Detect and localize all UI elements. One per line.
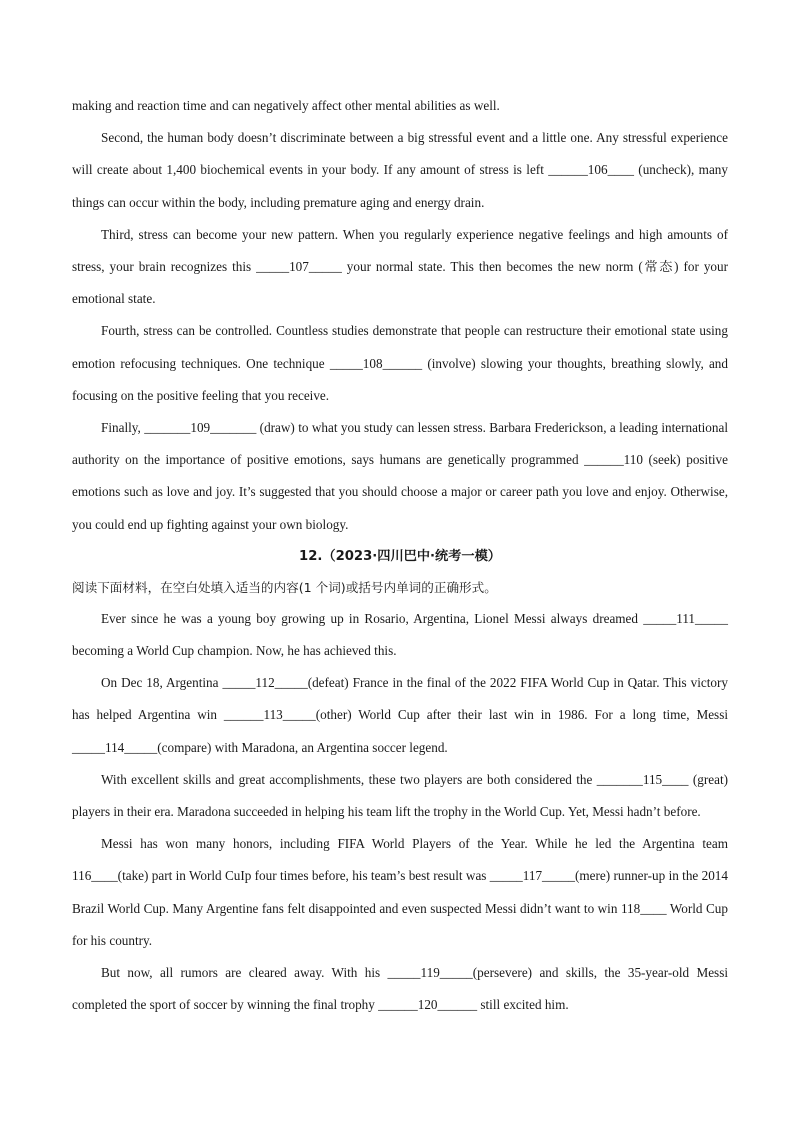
- paragraph-third: Third, stress can become your new pattern. When you regularly experience negative feelings and high amounts of stress, your brain recognizes this _____107_____ your normal state. This then becomes the new norm (常态) for your emotional state.: [72, 226, 728, 307]
- paragraph-great-players: With excellent skills and great accomplishments, these two players are both considered the _______115____ (great) players in their era. Maradona succeeded in helping his team lift the trophy in the World Cup. Yet, Messi hadn’t before.: [72, 771, 728, 820]
- blank-111: _____111_____: [643, 610, 728, 626]
- blank-112: _____112_____: [222, 675, 308, 691]
- blank-119: _____119_____: [387, 965, 473, 981]
- paragraph-final-match: On Dec 18, Argentina _____112_____(defeat) France in the final of the 2022 FIFA World Cup in Qatar. This victory has helped Argentina win ______113_____(other) World Cup after their last win in 1986. For a long time, Messi _____114_____(compare) with Maradona, an Argentina soccer legend.: [72, 675, 728, 755]
- paragraph-second: Second, the human body doesn’t discriminate between a big stressful event and a little one. Any stressful experience will create about 1,400 biochemical events in your body. If any amount of stress is left ______106____ (uncheck), many things can occur within the body, including premature aging and energy drain.: [72, 130, 728, 210]
- blank-106: ______106____: [548, 162, 634, 178]
- paragraph-finally: Finally, _______109_______ (draw) to what you study can lessen stress. Barbara Frederickson, a leading international authority on the importance of positive emotions, says humans are genetically programmed ______110 (seek) positive emotions such as love and joy. It’s suggested that you should choose a major or career path you love and enjoy. Otherwise, you could end up fighting against your own biology.: [72, 420, 729, 532]
- blank-107: _____107_____: [256, 259, 342, 275]
- blank-109: _______109_______: [144, 420, 257, 436]
- instruction-text: 阅读下面材料，在空白处填入适当的内容(1 个词)或括号内单词的正确形式。: [72, 579, 497, 595]
- document-page: [72, 90, 728, 1021]
- paragraph-fourth: Fourth, stress can be controlled. Countless studies demonstrate that people can restructure their emotional state using emotion refocusing techniques. One technique _____108______ (involve) slowing your thoughts, breathing slowly, and focusing on the positive feeling that you receive.: [72, 323, 728, 403]
- blank-118: 118____: [620, 900, 667, 916]
- blank-114: _____114_____: [72, 739, 158, 755]
- blank-120: ______120______: [378, 997, 478, 1013]
- paragraph-honors: Messi has won many honors, including FIFA World Players of the Year. While he led the Argentina team 116____(take) part in World CuIp four times before, his team’s best result was _____117_____(mere) runner-up in the 2014 Brazil World Cup. Many Argentine fans felt disappointed and even suspected Messi didn’t want to win 118____ World Cup for his country.: [72, 836, 728, 948]
- paragraph-rumors: But now, all rumors are cleared away. With his _____119_____(persevere) and skills, the 35-year-old Messi completed the sport of soccer by winning the final trophy ______120______ still excited him.: [72, 965, 728, 1013]
- blank-117: _____117_____: [489, 868, 576, 884]
- question-heading: 12.（2023·四川巴中·统考一模）: [299, 548, 501, 564]
- blank-115: _______115____: [596, 771, 689, 787]
- blank-110: ______110: [584, 452, 643, 468]
- blank-108: _____108______: [329, 355, 423, 371]
- blank-116: 116____: [72, 868, 118, 884]
- blank-113: ______113_____: [223, 707, 316, 723]
- paragraph-messi-dream: Ever since he was a young boy growing up in Rosario, Argentina, Lionel Messi always dreamed _____111_____ becoming a World Cup champion. Now, he has achieved this.: [72, 610, 728, 659]
- paragraph-continued: making and reaction time and can negatively affect other mental abilities as well.: [72, 98, 500, 113]
